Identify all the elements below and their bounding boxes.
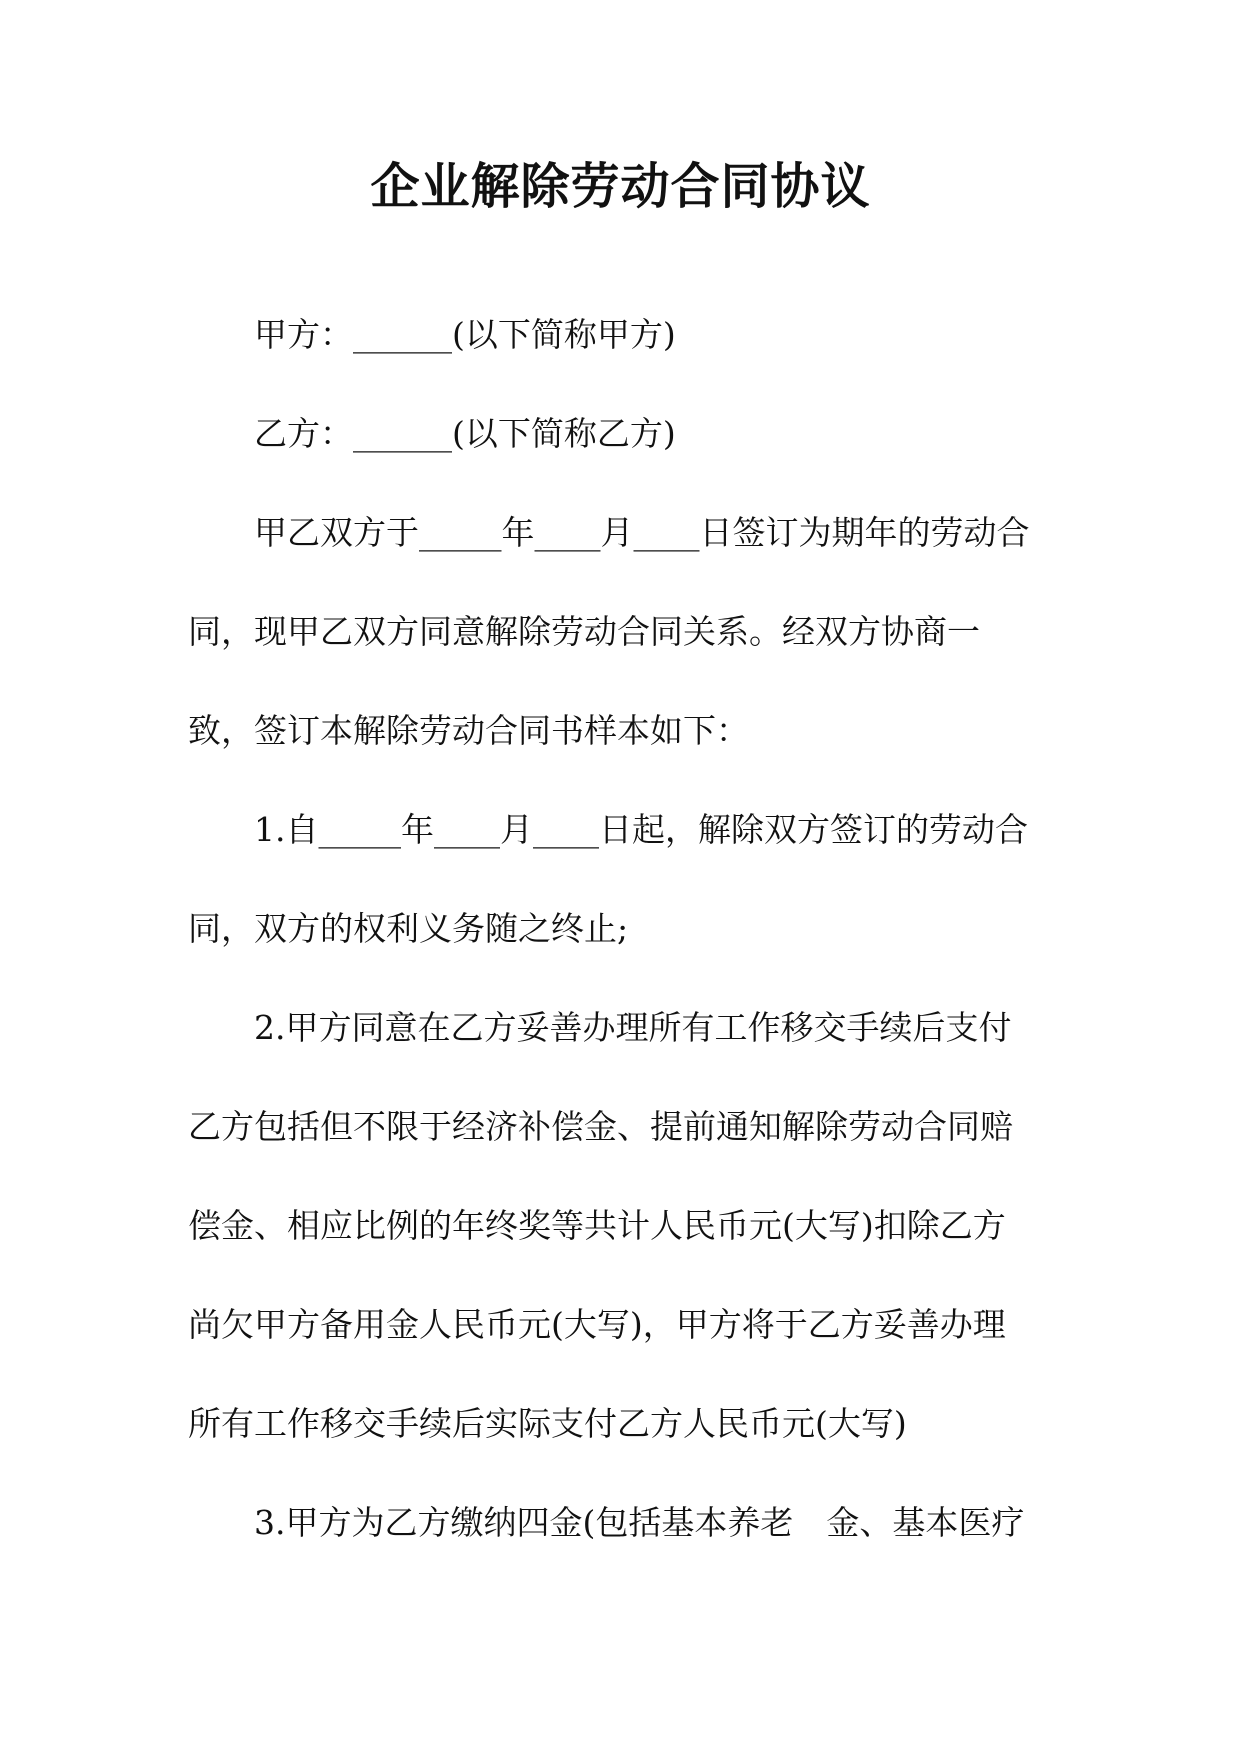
party-a-line: 甲方：______(以下简称甲方) [254, 315, 676, 354]
clause-2-line-3: 偿金、相应比例的年终奖等共计人民币元(大写)扣除乙方 [188, 1206, 1006, 1245]
clause-3-line-1: 3.甲方为乙方缴纳四金(包括基本养老 金、基本医疗 [254, 1503, 1025, 1542]
clause-2-line-2: 乙方包括但不限于经济补偿金、提前通知解除劳动合同赔 [188, 1107, 1013, 1146]
intro-paragraph-line-3: 致，签订本解除劳动合同书样本如下： [188, 711, 749, 750]
clause-2-line-5: 所有工作移交手续后实际支付乙方人民币元(大写) [188, 1404, 907, 1443]
party-b-line: 乙方：______(以下简称乙方) [254, 414, 676, 453]
intro-paragraph-line-2: 同，现甲乙双方同意解除劳动合同关系。经双方协商一 [188, 612, 980, 651]
document-body [188, 300, 1054, 1587]
document-title: 企业解除劳动合同协议 [370, 158, 871, 215]
clause-2-line-4: 尚欠甲方备用金人民币元(大写)，甲方将于乙方妥善办理 [188, 1305, 1006, 1344]
clause-1-line-2: 同，双方的权利义务随之终止; [188, 909, 629, 948]
clause-2-line-1: 2.甲方同意在乙方妥善办理所有工作移交手续后支付 [254, 1008, 1012, 1047]
clause-1-line-1: 1.自_____年____月____日起，解除双方签订的劳动合 [254, 810, 1028, 849]
intro-paragraph-line-1: 甲乙双方于_____年____月____日签订为期年的劳动合 [254, 513, 1030, 552]
